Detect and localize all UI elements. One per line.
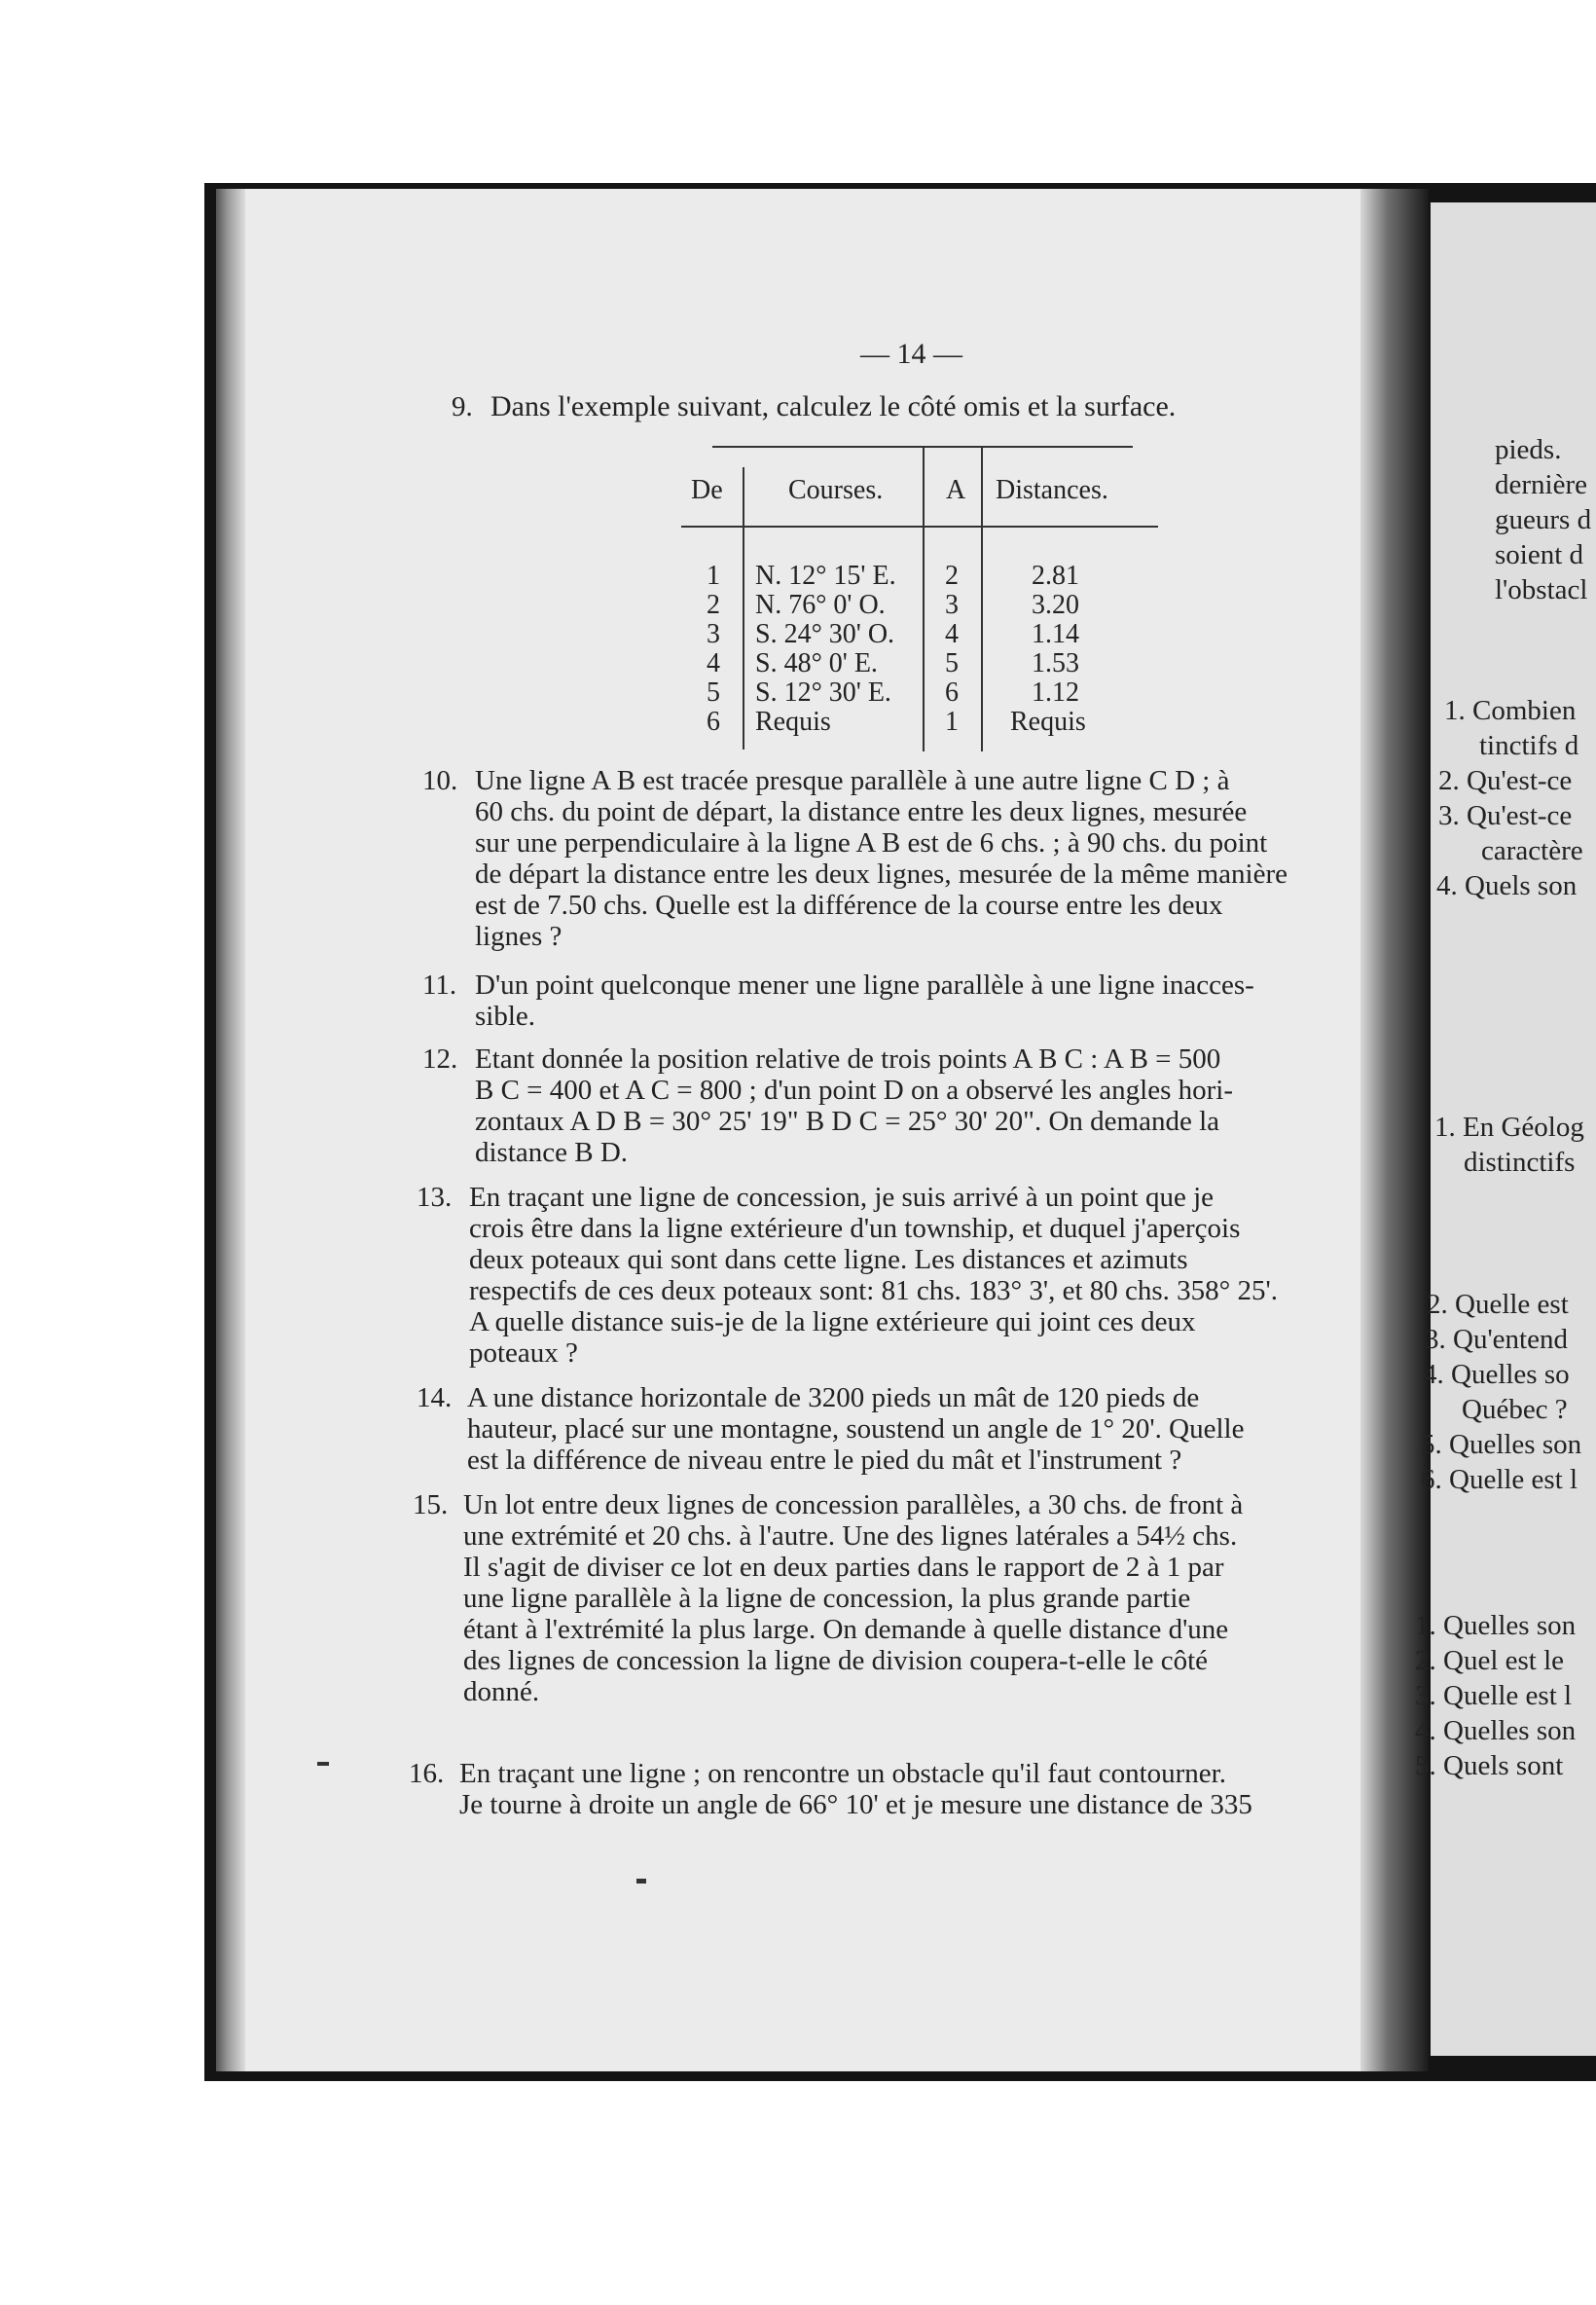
q10-line-1: Une ligne A B est tracée presque parallèle à une autre ligne C D ; à <box>475 765 1230 796</box>
right-line-23: 4. Quelles son <box>1415 1715 1577 1746</box>
right-line-13: distinctifs <box>1464 1147 1576 1178</box>
q9-number: 9. <box>452 391 473 422</box>
speck-mark <box>636 1879 646 1884</box>
q13-line-5: A quelle distance suis-je de la ligne extérieure qui joint ces deux <box>469 1306 1196 1337</box>
table-row-6-a: 1 <box>945 707 959 737</box>
q14-text <box>467 1382 1392 1476</box>
right-line-9: 3. Qu'est-ce <box>1438 800 1573 831</box>
table-row-4-distance: 1.53 <box>1032 648 1079 678</box>
q10-number: 10. <box>422 765 458 796</box>
right-line-3: gueurs d <box>1495 504 1592 535</box>
table-vrule-1 <box>743 467 744 750</box>
right-line-19: 6. Quelle est l <box>1421 1464 1578 1495</box>
table-row-1-a: 2 <box>945 561 959 591</box>
right-line-10: caractère <box>1481 835 1583 866</box>
table-row-2-a: 3 <box>945 590 959 620</box>
table-row-3-course: S. 24° 30' O. <box>755 619 895 649</box>
table-row-4-course: S. 48° 0' E. <box>755 648 878 678</box>
q12-number: 12. <box>422 1043 458 1075</box>
q12-line-2: B C = 400 et A C = 800 ; d'un point D on a observé les angles hori- <box>475 1075 1233 1106</box>
q15-line-3: Il s'agit de diviser ce lot en deux parties dans le rapport de 2 à 1 par <box>463 1552 1224 1583</box>
right-line-18: 5. Quelles son <box>1421 1429 1582 1460</box>
q11-line-2: sible. <box>475 1001 536 1032</box>
q10-line-4: de départ la distance entre les deux lignes, mesurée de la même manière <box>475 859 1288 890</box>
table-row-5-de: 5 <box>707 677 720 708</box>
q16-number: 16. <box>409 1758 445 1789</box>
right-line-2: dernière <box>1495 469 1587 500</box>
q15-line-5: étant à l'extrémité la plus large. On demande à quelle distance d'une <box>463 1614 1229 1645</box>
q11-text <box>475 970 1399 1032</box>
q15-line-7: donné. <box>463 1676 540 1707</box>
table-row-2-de: 2 <box>707 590 720 620</box>
q15-text <box>463 1489 1388 1707</box>
q10-text <box>475 765 1399 952</box>
q9-text: Dans l'exemple suivant, calculez le côté omis et la surface. <box>490 390 1177 422</box>
table-header-rule <box>681 526 1158 528</box>
speck-mark <box>317 1762 329 1766</box>
q15-line-4: une ligne parallèle à la ligne de concession, la plus grande partie <box>463 1583 1191 1614</box>
courses-table <box>681 440 1168 753</box>
table-row-3-a: 4 <box>945 619 959 649</box>
q10-line-5: est de 7.50 chs. Quelle est la différence de la course entre les deux <box>475 890 1223 921</box>
right-page <box>1415 202 1596 2056</box>
table-header-courses: Courses. <box>788 475 884 505</box>
q12-line-3: zontaux A D B = 30° 25' 19" B D C = 25° 30' 20". On demande la <box>475 1106 1220 1137</box>
right-line-6: 1. Combien <box>1444 695 1577 726</box>
table-vrule-2 <box>923 448 925 751</box>
q11-number: 11. <box>422 970 457 1001</box>
page-number: — 14 — <box>860 338 962 370</box>
table-row-6-distance: Requis <box>1010 707 1086 737</box>
table-row-1-de: 1 <box>707 561 720 591</box>
q14-line-1: A une distance horizontale de 3200 pieds un mât de 120 pieds de <box>467 1382 1200 1413</box>
table-row-5-a: 6 <box>945 677 959 708</box>
q13-text <box>469 1182 1394 1369</box>
table-row-4-a: 5 <box>945 648 959 678</box>
q14-line-3: est la différence de niveau entre le pied du mât et l'instrument ? <box>467 1445 1182 1476</box>
q10-line-3: sur une perpendiculaire à la ligne A B est de 6 chs. ; à 90 chs. du point <box>475 827 1268 859</box>
q15-number: 15. <box>413 1489 449 1520</box>
q13-line-6: poteaux ? <box>469 1337 578 1369</box>
table-row-5-distance: 1.12 <box>1032 677 1079 708</box>
table-vrule-3 <box>981 448 983 751</box>
q15-line-1: Un lot entre deux lignes de concession parallèles, a 30 chs. de front à <box>463 1489 1244 1520</box>
table-row-6-course: Requis <box>755 707 831 737</box>
q13-line-4: respectifs de ces deux poteaux sont: 81 chs. 183° 3', et 80 chs. 358° 25'. <box>469 1275 1278 1306</box>
q14-number: 14. <box>417 1382 453 1413</box>
right-line-21: 2. Quel est le <box>1415 1645 1565 1676</box>
q12-text <box>475 1043 1399 1168</box>
book-gutter <box>1360 189 1429 2071</box>
q13-line-2: crois être dans la ligne extérieure d'un township, et duquel j'aperçois <box>469 1213 1241 1244</box>
q16-line-1: En traçant une ligne ; on rencontre un obstacle qu'il faut contourner. <box>459 1758 1226 1789</box>
right-line-12: 1. En Géolog <box>1434 1112 1584 1143</box>
right-line-5: l'obstacl <box>1495 574 1588 605</box>
right-line-14: 2. Quelle est <box>1427 1289 1569 1320</box>
q15-line-2: une extrémité et 20 chs. à l'autre. Une des lignes latérales a 54½ chs. <box>463 1520 1238 1552</box>
q10-line-2: 60 chs. du point de départ, la distance entre les deux lignes, mesurée <box>475 796 1248 827</box>
table-header-de: De <box>691 475 723 505</box>
q11-line-1: D'un point quelconque mener une ligne parallèle à une ligne inacces- <box>475 970 1254 1001</box>
right-line-7: tinctifs d <box>1479 730 1579 761</box>
q16-text <box>459 1758 1384 1820</box>
table-row-2-course: N. 76° 0' O. <box>755 590 886 620</box>
table-row-4-de: 4 <box>707 648 720 678</box>
right-line-22: 3. Quelle est l <box>1415 1680 1573 1711</box>
right-line-1: pieds. <box>1495 434 1562 465</box>
right-line-4: soient d <box>1495 539 1584 570</box>
left-page-edge <box>216 189 245 2071</box>
right-line-16: 4. Quelles so <box>1423 1359 1570 1390</box>
q16-line-2: Je tourne à droite un angle de 66° 10' et je mesure une distance de 335 <box>459 1789 1252 1820</box>
table-row-3-distance: 1.14 <box>1032 619 1079 649</box>
right-line-17: Québec ? <box>1462 1394 1568 1425</box>
right-line-24: 5. Quels sont <box>1415 1750 1564 1781</box>
right-line-8: 2. Qu'est-ce <box>1438 765 1573 796</box>
q12-line-4: distance B D. <box>475 1137 629 1168</box>
table-row-1-distance: 2.81 <box>1032 561 1079 591</box>
table-header-distances: Distances. <box>996 475 1108 505</box>
q13-number: 13. <box>417 1182 453 1213</box>
right-line-15: 3. Qu'entend <box>1425 1324 1568 1355</box>
left-page <box>216 189 1405 2071</box>
q13-line-1: En traçant une ligne de concession, je suis arrivé à un point que je <box>469 1182 1215 1213</box>
table-header-a: A <box>946 475 966 505</box>
q13-line-3: deux poteaux qui sont dans cette ligne. Les distances et azimuts <box>469 1244 1188 1275</box>
q10-line-6: lignes ? <box>475 921 562 952</box>
table-row-3-de: 3 <box>707 619 720 649</box>
table-row-6-de: 6 <box>707 707 720 737</box>
table-row-2-distance: 3.20 <box>1032 590 1079 620</box>
table-row-5-course: S. 12° 30' E. <box>755 677 891 708</box>
right-line-20: 1. Quelles son <box>1415 1610 1577 1641</box>
q12-line-1: Etant donnée la position relative de trois points A B C : A B = 500 <box>475 1043 1221 1075</box>
table-row-1-course: N. 12° 15' E. <box>755 561 896 591</box>
q14-line-2: hauteur, placé sur une montagne, soustend un angle de 1° 20'. Quelle <box>467 1413 1245 1445</box>
q15-line-6: des lignes de concession la ligne de division coupera-t-elle le côté <box>463 1645 1209 1676</box>
right-line-11: 4. Quels son <box>1436 870 1578 901</box>
